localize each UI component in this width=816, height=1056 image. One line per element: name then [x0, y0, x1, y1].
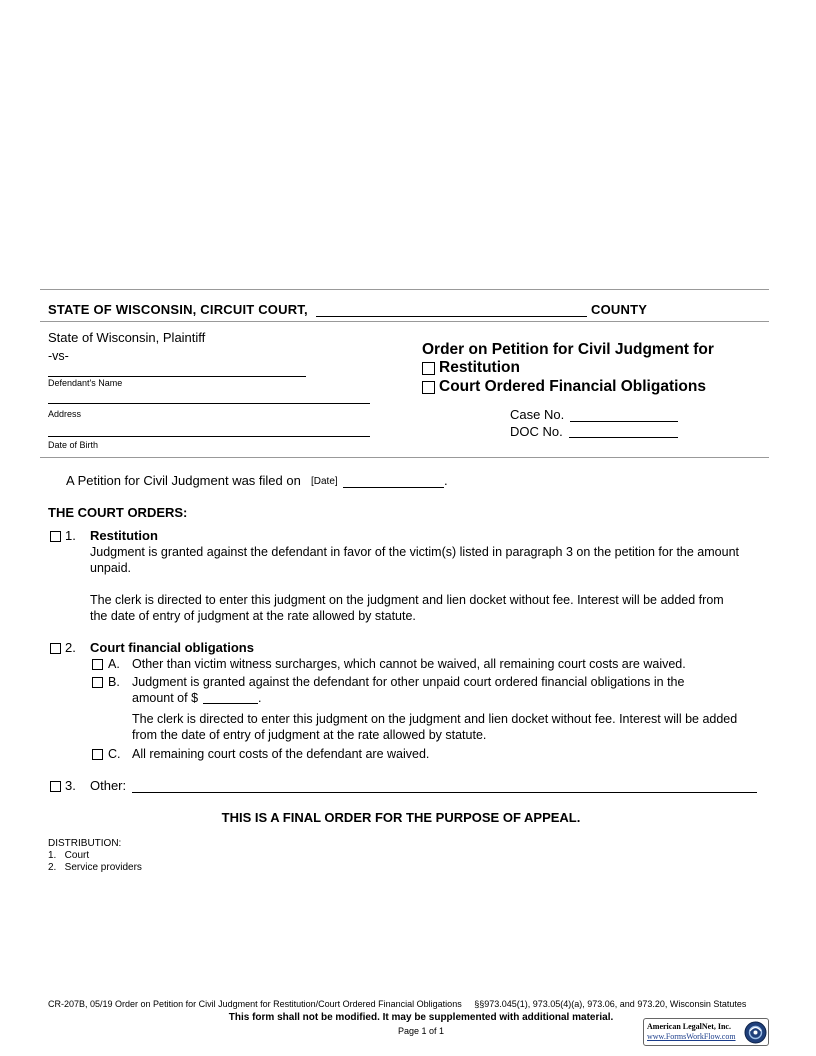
plaintiff-label: State of Wisconsin, Plaintiff — [48, 330, 206, 345]
case-no-field[interactable] — [570, 421, 678, 422]
address-label: Address — [48, 409, 82, 419]
page-number: Page 1 of 1 — [397, 1026, 445, 1036]
item-2b-text-3: The clerk is directed to enter this judgment on the judgment and lien docket without fee. Interest will be added from the date of entry of judgment at the rate allowed by statute. — [132, 712, 738, 742]
court-orders-heading: THE COURT ORDERS: — [48, 505, 188, 520]
logo-url[interactable]: www.FormsWorkFlow.com — [647, 1032, 736, 1041]
restitution-title-label: Restitution — [439, 359, 520, 376]
item-1-paragraph-1: Judgment is granted against the defendant in favor of the victim(s) listed in paragraph 3 on the petition for the amount unpaid. — [90, 545, 739, 575]
item-3-checkbox[interactable] — [50, 781, 61, 792]
financial-obligations-title-checkbox[interactable] — [422, 381, 435, 394]
county-label: COUNTY — [591, 302, 648, 317]
item-2b-text-1: Judgment is granted against the defendant for other unpaid court ordered financial obligations in the — [132, 675, 685, 689]
court-caption: STATE OF WISCONSIN, CIRCUIT COURT, — [48, 302, 308, 317]
item-1-number: 1. — [65, 528, 76, 543]
item-1-paragraph-2: The clerk is directed to enter this judgment on the judgment and lien docket without fee. Interest will be added from the date of entry of judgment at the rate allowed by statute. — [90, 593, 724, 623]
defendant-name-field[interactable] — [48, 376, 306, 377]
restitution-title-checkbox[interactable] — [422, 362, 435, 375]
item-2a-letter: A. — [108, 657, 120, 671]
petition-date-label: [Date] — [311, 476, 338, 487]
dob-field[interactable] — [48, 436, 370, 437]
item-2b-period: . — [258, 691, 262, 705]
county-field[interactable] — [316, 316, 587, 317]
item-2-number: 2. — [65, 640, 76, 655]
item-2b-text-2: amount of $ — [132, 691, 199, 705]
item-2a-checkbox[interactable] — [92, 659, 103, 670]
item-2b-letter: B. — [108, 675, 120, 689]
doc-no-label: DOC No. — [510, 424, 563, 439]
distribution-heading: DISTRIBUTION: — [48, 838, 122, 849]
vs-label: -vs- — [48, 349, 69, 363]
address-field[interactable] — [48, 403, 370, 404]
logo-company-name: American LegalNet, Inc. — [647, 1022, 731, 1031]
petition-text: A Petition for Civil Judgment was filed on — [66, 473, 301, 488]
item-2c-checkbox[interactable] — [92, 749, 103, 760]
amount-field[interactable] — [203, 703, 258, 704]
item-3-label: Other: — [90, 778, 127, 793]
case-no-label: Case No. — [510, 407, 565, 422]
american-legalnet-logo[interactable] — [643, 1018, 769, 1046]
form-title: Order on Petition for Civil Judgment for — [422, 341, 714, 358]
item-2-checkbox[interactable] — [50, 643, 61, 654]
item-2a-text: Other than victim witness surcharges, which cannot be waived, all remaining court costs are waived. — [132, 657, 686, 671]
item-2-heading: Court financial obligations — [90, 640, 254, 655]
top-rule — [40, 289, 769, 290]
header-bottom-rule — [40, 457, 769, 458]
dob-label: Date of Birth — [48, 440, 99, 450]
final-order-statement: THIS IS A FINAL ORDER FOR THE PURPOSE OF APPEAL. — [221, 810, 581, 825]
distribution-item: 1. Court — [48, 850, 90, 861]
distribution-item: 2. Service providers — [48, 862, 142, 873]
financial-obligations-title-label: Court Ordered Financial Obligations — [439, 378, 706, 395]
item-1-checkbox[interactable] — [50, 531, 61, 542]
other-field[interactable] — [132, 792, 757, 793]
item-2b-checkbox[interactable] — [92, 677, 103, 688]
defendant-name-label: Defendant's Name — [48, 378, 123, 388]
item-2c-letter: C. — [108, 747, 121, 761]
item-2c-text: All remaining court costs of the defendant are waived. — [132, 747, 430, 761]
petition-period: . — [444, 473, 448, 488]
form-notice: This form shall not be modified. It may be supplemented with additional material. — [228, 1012, 614, 1023]
item-3-number: 3. — [65, 778, 76, 793]
caption-rule — [40, 321, 769, 322]
item-1-heading: Restitution — [90, 528, 158, 543]
form-info: CR-207B, 05/19 Order on Petition for Civil Judgment for Restitution/Court Ordered Financial Obligations §§973.045(1), 973.05(4)(a), 973.06, and 973.20, Wisconsin Statutes — [48, 999, 747, 1009]
petition-date-field[interactable] — [343, 487, 444, 488]
globe-icon — [744, 1021, 767, 1044]
doc-no-field[interactable] — [569, 437, 678, 438]
